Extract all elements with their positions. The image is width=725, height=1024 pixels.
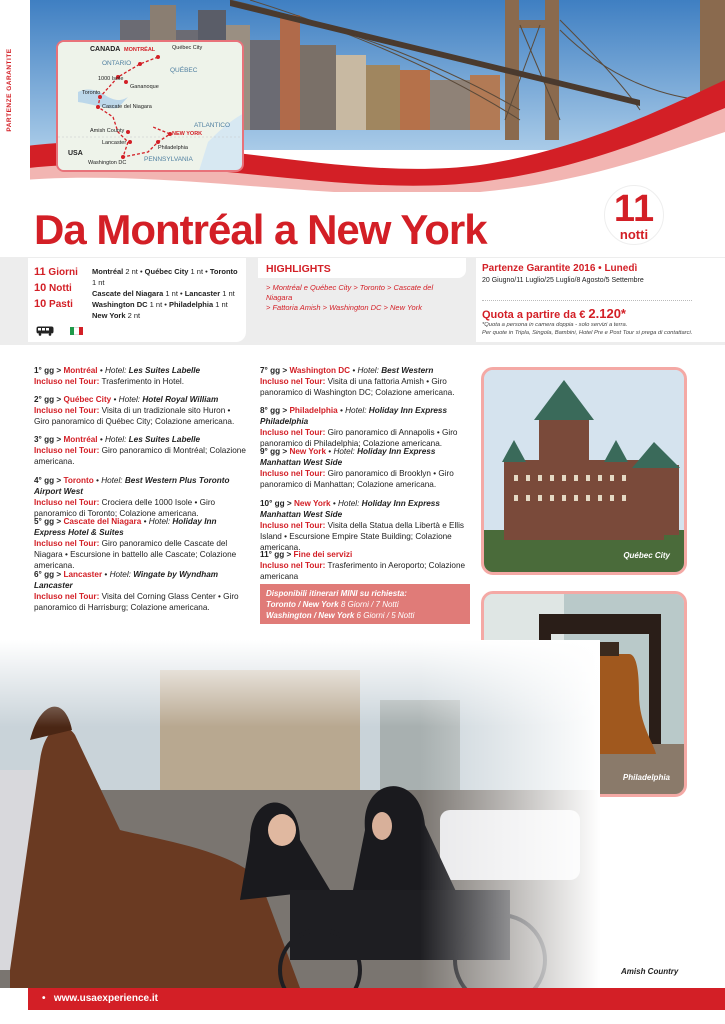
hotel-label: • Hotel: [143, 517, 171, 526]
hotel-label: • Hotel: [352, 366, 379, 375]
included-label: Incluso nel Tour: [34, 377, 100, 386]
day-heading [34, 365, 246, 376]
day-city: Fine dei servizi [293, 550, 353, 559]
map-city-toronto: Toronto [82, 90, 101, 96]
duration-pasti: 10 Pasti [34, 298, 73, 310]
included-text: Giro panoramico di Annapolis • Giro panoramico di Philadelphia; Colazione americana. [260, 428, 458, 448]
amish-photo [0, 640, 600, 988]
italian-flag-icon [70, 327, 83, 335]
footer [28, 988, 725, 1010]
map-country-canada: CANADA [90, 46, 121, 53]
included-text: Giro panoramico di Montréal; Colazione americana. [34, 446, 246, 466]
included-label: Incluso nel Tour: [260, 377, 326, 386]
hotel-label: • Hotel: [332, 499, 360, 508]
map-city-montreal: MONTRÉAL [124, 47, 156, 53]
map-city-philadelphia: Philadelphia [158, 145, 188, 151]
sidebar-tag [6, 40, 20, 140]
itinerary-day [34, 394, 246, 427]
day-number: 6° gg > [34, 570, 62, 579]
itinerary-day [260, 549, 472, 582]
day-number: 2° gg > [34, 395, 62, 404]
map-city-lancaster: Lancaster [102, 140, 127, 146]
nights-word: notti [619, 227, 649, 242]
day-number: 3° gg > [34, 435, 62, 444]
map-city-amish-county: Amish County [90, 128, 125, 134]
map-city-washington: Washington DC [88, 160, 127, 166]
map-city-quebec: Québec City [172, 45, 203, 51]
map-city-1000-isole: 1000 Isole [98, 76, 124, 82]
day-included [34, 591, 246, 613]
day-city: Québec City [63, 395, 112, 404]
day-number: 4° gg > [34, 476, 62, 485]
included-text: Trasferimento in Aeroporto; Colazione americana [260, 561, 466, 581]
map-country-usa: USA [68, 150, 83, 157]
included-text: Visita di una fattoria Amish • Giro panoramico di Washington DC; Colazione americana. [260, 377, 455, 397]
included-text: Giro panoramico delle Cascate del Niagara • Escursione in battello alle Cascate; Colazione americana. [34, 539, 237, 570]
day-number: 10° gg > [260, 499, 292, 508]
day-heading [260, 446, 472, 468]
hotel-name: Wingate by Wyndham Lancaster [34, 570, 219, 590]
departures-title: Partenze Garantite 2016 • Lunedì [482, 263, 638, 274]
highlights-line: > Fattoria Amish > Washington DC > New York [266, 303, 422, 312]
hotel-name: Best Western [381, 366, 434, 375]
hotel-name: Hotel Royal William [142, 395, 219, 404]
nights-line: Washington DC 1 nt • Philadelphia 1 nt [92, 300, 228, 309]
nights-line: Montréal 2 nt • Québec City 1 nt • Toronto 1 nt [92, 267, 238, 287]
day-included [260, 376, 472, 398]
nights-breakdown [92, 266, 242, 321]
highlights-box [258, 258, 466, 342]
included-text: Trasferimento in Hotel. [101, 377, 185, 386]
itinerary-day [260, 365, 472, 398]
itinerary-day [260, 405, 472, 449]
map-city-gananoque: Gananoque [130, 84, 159, 90]
day-city: Montréal [63, 366, 98, 375]
itinerary-day [260, 446, 472, 490]
nights-line: Cascate del Niagara 1 nt • Lancaster 1 nt [92, 289, 235, 298]
included-text: Visita di un tradizionale sito Huron • Giro panoramico di Québec City; Colazione americana. [34, 406, 235, 426]
divider [482, 300, 692, 301]
included-label: Incluso nel Tour: [34, 539, 100, 548]
mini-title: Disponibili itinerari MINI su richiesta: [266, 589, 407, 598]
itinerary-day [260, 498, 472, 553]
day-number: 9° gg > [260, 447, 288, 456]
day-included [34, 538, 246, 571]
day-city: New York [294, 499, 331, 508]
day-included [260, 560, 472, 582]
day-included [34, 445, 246, 467]
day-heading [34, 394, 246, 405]
hotel-label: • Hotel: [104, 570, 131, 579]
included-text: Visita del Corning Glass Center • Giro panoramico di Harrisburg; Colazione americana. [34, 592, 239, 612]
departures-dates: 20 Giugno/11 Luglio/25 Luglio/8 Agosto/5 Settembre [482, 277, 644, 284]
page-title: Da Montréal a New York [34, 206, 487, 253]
price-line [482, 306, 626, 321]
hotel-name: Best Western Plus Toronto Airport West [34, 476, 230, 496]
day-heading [260, 365, 472, 376]
included-label: Incluso nel Tour: [34, 406, 100, 415]
hotel-label: • Hotel: [328, 447, 355, 456]
day-number: 5° gg > [34, 517, 62, 526]
day-number: 1° gg > [34, 366, 62, 375]
day-number: 11° gg > [260, 550, 292, 559]
day-included [34, 405, 246, 427]
day-city: New York [289, 447, 327, 456]
price-label: Quota a partire da [482, 309, 577, 321]
map-city-new-york: NEW YORK [172, 131, 203, 137]
amish-caption: Amish Country [621, 967, 679, 976]
map-region-ontario: ONTARIO [102, 60, 132, 67]
website-link[interactable] [42, 993, 158, 1004]
day-heading [260, 498, 472, 520]
website-url: www.usaexperience.it [53, 993, 158, 1004]
departures-box [476, 258, 725, 342]
day-included [34, 376, 246, 387]
itinerary-day [34, 434, 246, 467]
itinerary-day [34, 569, 246, 613]
day-city: Montréal [63, 435, 98, 444]
included-label: Incluso nel Tour: [260, 561, 326, 570]
included-text: Crociera delle 1000 Isole • Giro panoramico di Toronto; Colazione americana. [34, 498, 216, 518]
day-heading [34, 434, 246, 445]
chateau-frontenac-image [484, 370, 684, 572]
day-heading [260, 405, 472, 427]
day-heading [34, 475, 246, 497]
hotel-name: Holiday Inn Express Hotel & Suites [34, 517, 217, 537]
itinerary-day [34, 365, 246, 387]
hotel-label: • Hotel: [99, 435, 127, 444]
day-city: Lancaster [63, 570, 103, 579]
included-text: Giro panoramico di Brooklyn • Giro panoramico di Manhattan; Colazione americana. [260, 469, 454, 489]
included-label: Incluso nel Tour: [34, 592, 100, 601]
included-label: Incluso nel Tour: [260, 428, 326, 437]
day-number: 8° gg > [260, 406, 288, 415]
mini-route: Toronto / New York 8 Giorni / 7 Notti [266, 600, 399, 609]
quebec-caption: Québec City [623, 551, 670, 560]
day-heading [34, 569, 246, 591]
included-label: Incluso nel Tour: [34, 446, 100, 455]
hotel-label: • Hotel: [113, 395, 141, 404]
hotel-label: • Hotel: [339, 406, 367, 415]
included-label: Incluso nel Tour: [34, 498, 100, 507]
hotel-name: Les Suites Labelle [128, 435, 201, 444]
nights-line: New York 2 nt [92, 311, 141, 320]
amish-buggy-image [0, 640, 600, 988]
day-included [260, 468, 472, 490]
day-city: Cascate del Niagara [63, 517, 142, 526]
mini-route: Washington / New York 6 Giorni / 5 Notti [266, 611, 415, 620]
highlights-tab [258, 258, 466, 278]
itinerary-day [34, 475, 246, 519]
map-city-niagara: Cascate del Niagara [102, 104, 152, 110]
included-text: Visita della Statua della Libertà e Ellis Island • Escursione Empire State Building; Colazione americana. [260, 521, 465, 552]
day-city: Washington DC [289, 366, 351, 375]
nights-badge [604, 185, 664, 245]
hotel-name: Holiday Inn Express Manhattan West Side [260, 499, 440, 519]
itinerary-day [34, 516, 246, 571]
map-region-pennsylvania: PENNSYLVANIA [144, 156, 193, 163]
day-heading [34, 516, 246, 538]
highlights-line: > Montréal e Québec City > Toronto > Cascate del Niagara [266, 283, 434, 302]
price-currency: € [579, 309, 586, 321]
hotel-name: Les Suites Labelle [128, 366, 201, 375]
highlights-text [266, 283, 461, 313]
map-region-quebec: QUÉBEC [170, 67, 198, 74]
bus-icon [36, 326, 54, 336]
philadelphia-caption: Philadelphia [622, 773, 670, 782]
hotel-label: • Hotel: [96, 476, 123, 485]
sidebar-tag-text: PARTENZE GARANTITE [6, 48, 13, 132]
day-city: Toronto [63, 476, 94, 485]
included-label: Incluso nel Tour: [260, 521, 326, 530]
highlights-title: HIGHLIGHTS [266, 263, 331, 275]
included-label: Incluso nel Tour: [260, 469, 326, 478]
nights-number: 11 [613, 188, 655, 230]
mini-itineraries-box [260, 584, 470, 624]
day-heading [260, 549, 472, 560]
hotel-label: • Hotel: [99, 366, 127, 375]
day-city: Philadelphia [289, 406, 338, 415]
price-amount: 2.120* [588, 306, 626, 321]
day-number: 7° gg > [260, 366, 288, 375]
bullet: • [42, 993, 46, 1004]
duration-notti: 10 Notti [34, 282, 72, 294]
quebec-photo [481, 367, 687, 575]
duration-giorni: 11 Giorni [34, 266, 78, 278]
duration-box [28, 258, 246, 342]
route-map [56, 40, 244, 172]
hotel-name: Holiday Inn Express Philadelphia [260, 406, 448, 426]
price-note: *Quota a persona in camera doppia - solo servizi a terra. Per quote in Tripla, Singola, Bambini, Hotel Pre e Post Tour si prega di contattarci. [482, 322, 693, 336]
map-region-atlantico: ATLANTICO [194, 122, 230, 129]
hotel-name: Holiday Inn Express Manhattan West Side [260, 447, 436, 467]
